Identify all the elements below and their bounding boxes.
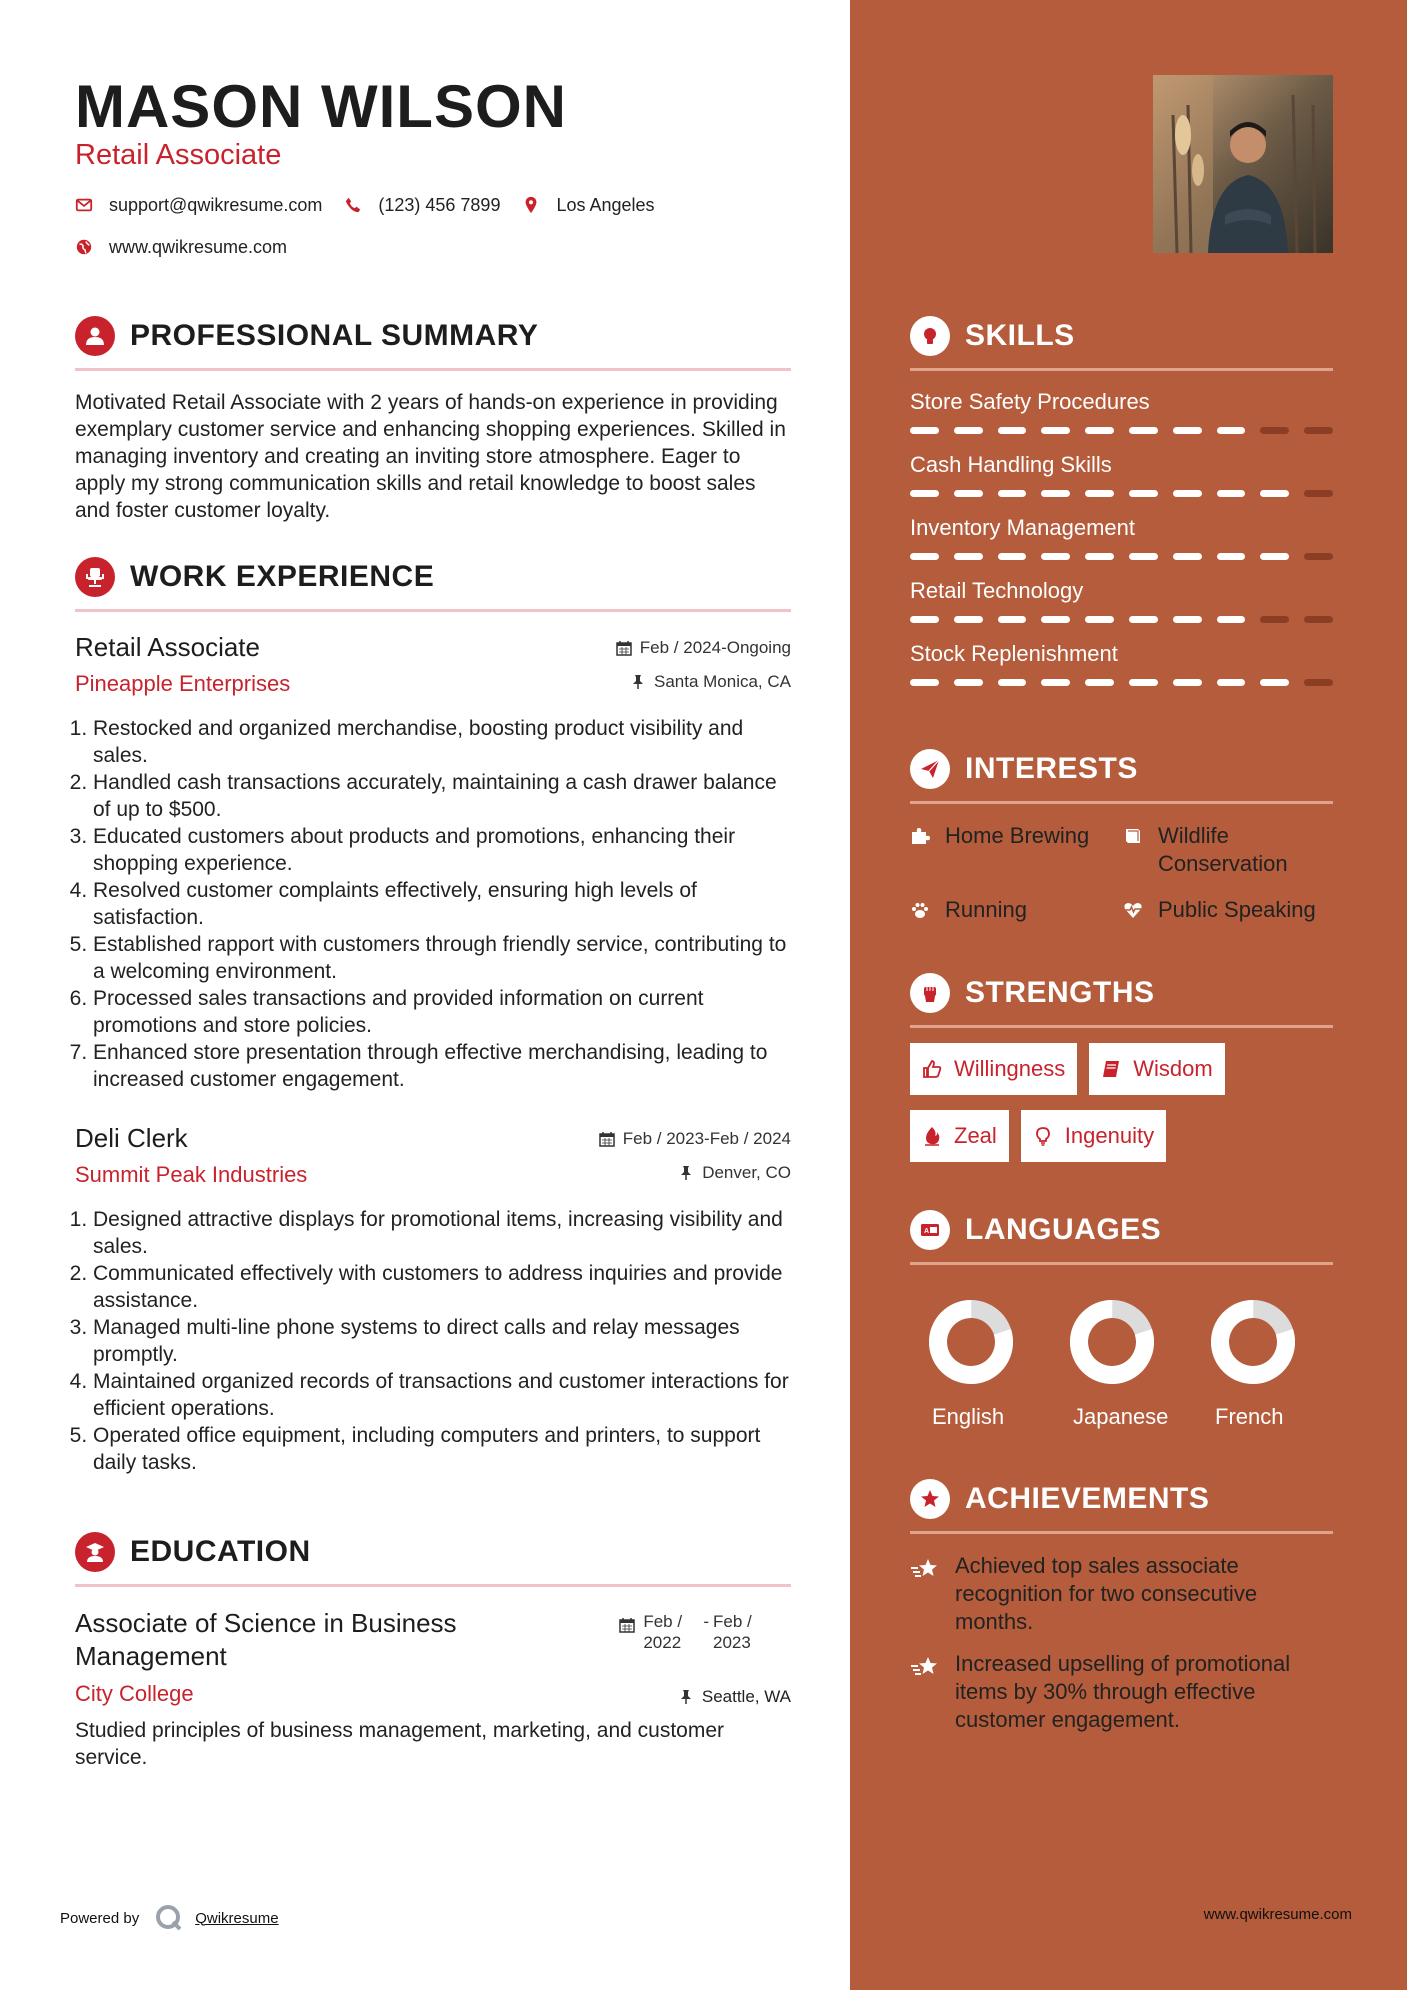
summary-text: Motivated Retail Associate with 2 years of hands-on experience in providing exemplary customer service and enhancing shopping experiences. Skilled in managing inventory and creating an inviting store atmosphere. Eager to apply my strong communication skills and retail knowledge to boost sales and foster customer loyalty.: [75, 391, 786, 522]
skill-level-bar: [910, 679, 1333, 686]
section-divider: [75, 368, 791, 371]
language-level-donut: [929, 1300, 1013, 1384]
paper-plane-icon: [910, 749, 950, 789]
section-divider: [910, 368, 1333, 371]
job-location: Denver, CO: [599, 1163, 791, 1183]
office-chair-icon: [75, 557, 115, 597]
website-item[interactable]: [75, 237, 287, 258]
skill-level-segment: [998, 490, 1027, 497]
website-text: www.qwikresume.com: [109, 236, 288, 257]
skill-name: Store Safety Procedures: [910, 389, 1150, 414]
candidate-name: MASON WILSON: [75, 73, 567, 140]
skill-level-segment: [954, 679, 983, 686]
email-text: support@qwikresume.com: [109, 194, 323, 215]
job-company: Summit Peak Industries: [75, 1162, 308, 1187]
calendar-icon: [616, 640, 632, 656]
strength-chip: Ingenuity: [1021, 1110, 1166, 1162]
phone-icon: [344, 196, 362, 214]
job-location: Santa Monica, CA: [616, 672, 791, 692]
skill-level-segment: [1304, 553, 1333, 560]
job-bullets: [75, 715, 791, 1093]
lightbulb-icon: [910, 316, 950, 356]
powered-by: Powered by Qwikresume: [60, 1904, 279, 1932]
list-item: 1. Designed attractive displays for promotional items, increasing visibility and sales.: [93, 1206, 791, 1260]
user-icon: [75, 316, 115, 356]
job-dates: Feb / 2023-Feb / 2024: [599, 1129, 791, 1149]
skill-level-segment: [910, 616, 939, 623]
graduate-icon: [75, 1532, 115, 1572]
skill-level-segment: [1260, 553, 1289, 560]
svg-text:A: A: [924, 1228, 930, 1235]
education-end-date: Feb / 2023: [713, 1612, 752, 1652]
language-item: [910, 1300, 1051, 1430]
interest-item: Wildlife Conservation: [1123, 822, 1333, 878]
skill-level-segment: [998, 679, 1027, 686]
skill-level-bar: [910, 490, 1333, 497]
interest-item: Home Brewing: [910, 822, 1123, 878]
skill-item: [910, 515, 1333, 560]
book-icon: [1101, 1059, 1121, 1079]
skill-level-segment: [1085, 553, 1114, 560]
education-section: [75, 1532, 791, 1771]
section-title: ACHIEVEMENTS: [965, 1482, 1210, 1515]
list-item: 5. Established rapport with customers through friendly service, contributing to a welcoming environment.: [93, 931, 791, 985]
skill-level-segment: [1304, 490, 1333, 497]
shooting-star-icon: [910, 1654, 940, 1680]
skill-level-segment: [1041, 679, 1070, 686]
skill-level-segment: [1129, 679, 1158, 686]
job-title: Retail Associate: [75, 632, 260, 662]
skill-level-segment: [1304, 679, 1333, 686]
skill-level-segment: [1129, 490, 1158, 497]
skill-item: [910, 641, 1333, 686]
map-marker-icon: [522, 196, 540, 214]
skill-level-segment: [998, 616, 1027, 623]
skill-level-segment: [1217, 490, 1246, 497]
phone-text: (123) 456 7899: [378, 194, 501, 215]
skill-item: [910, 452, 1333, 497]
skill-level-bar: [910, 616, 1333, 623]
language-item: [1051, 1300, 1192, 1430]
skill-level-segment: [910, 427, 939, 434]
skill-level-segment: [954, 553, 983, 560]
calendar-icon: [599, 1131, 615, 1147]
skill-level-segment: [998, 427, 1027, 434]
job-title: Deli Clerk: [75, 1123, 188, 1153]
section-title: LANGUAGES: [965, 1213, 1162, 1246]
achievements-section: [910, 1479, 1333, 1748]
thumbs-up-icon: [922, 1059, 942, 1079]
location-text: Los Angeles: [556, 194, 655, 215]
strengths-list: [910, 1043, 1333, 1177]
achievements-list: [910, 1552, 1333, 1734]
skill-level-segment: [1129, 553, 1158, 560]
section-divider: [75, 1584, 791, 1587]
education-start-date: Feb / 2022: [643, 1612, 683, 1652]
skill-name: Inventory Management: [910, 515, 1136, 540]
education-dates: Feb / 2022 - Feb / 2023: [619, 1611, 761, 1653]
skill-level-segment: [1217, 679, 1246, 686]
skill-name: Retail Technology: [910, 578, 1084, 603]
pushpin-icon: [678, 1689, 694, 1705]
skill-level-segment: [1173, 553, 1202, 560]
list-item: 7. Enhanced store presentation through effective merchandising, leading to increased customer engagement.: [93, 1039, 791, 1093]
skill-level-segment: [1085, 427, 1114, 434]
job-entry: [75, 1123, 791, 1476]
skill-level-segment: [1129, 427, 1158, 434]
skill-level-segment: [1217, 616, 1246, 623]
skill-level-bar: [910, 553, 1333, 560]
skill-level-segment: [1304, 427, 1333, 434]
list-item: 2. Communicated effectively with customers to address inquiries and provide assistance.: [93, 1260, 791, 1314]
interests-section: [910, 749, 1333, 924]
section-title: STRENGTHS: [965, 976, 1155, 1009]
job-company: Pineapple Enterprises: [75, 671, 291, 696]
section-divider: [75, 609, 791, 612]
strength-chip: Willingness: [910, 1043, 1077, 1095]
skill-level-segment: [1173, 427, 1202, 434]
skill-level-segment: [1260, 427, 1289, 434]
skill-item: [910, 389, 1333, 434]
job-entry: [75, 632, 791, 1093]
skill-level-segment: [1041, 427, 1070, 434]
education-entry: [75, 1607, 791, 1771]
contact-info: [75, 194, 677, 278]
list-item: 1. Restocked and organized merchandise, boosting product visibility and sales.: [93, 715, 791, 769]
skill-level-segment: [1304, 616, 1333, 623]
skill-level-segment: [1085, 616, 1114, 623]
star-badge-icon: [910, 1479, 950, 1519]
list-item: 3. Managed multi-line phone systems to direct calls and relay messages promptly.: [93, 1314, 791, 1368]
skill-level-segment: [1085, 490, 1114, 497]
language-name: French: [1215, 1404, 1284, 1429]
skill-level-segment: [998, 553, 1027, 560]
school-name: City College: [75, 1681, 194, 1706]
job-bullets: [75, 1206, 791, 1476]
achievement-item: Increased upselling of promotional items by 30% through effective customer engagement.: [910, 1650, 1333, 1734]
email-item[interactable]: [75, 195, 322, 216]
list-item: 5. Operated office equipment, including computers and printers, to support daily tasks.: [93, 1422, 791, 1476]
shooting-star-icon: [910, 1556, 940, 1582]
strength-chip: Zeal: [910, 1110, 1009, 1162]
list-item: 4. Maintained organized records of transactions and customer interactions for efficient operations.: [93, 1368, 791, 1422]
lightbulb-icon: [1033, 1126, 1053, 1146]
education-description: Studied principles of business management, marketing, and customer service.: [75, 1719, 725, 1769]
professional-summary-section: [75, 316, 791, 524]
skill-level-segment: [910, 490, 939, 497]
interest-item: Running: [910, 896, 1123, 924]
strength-chip: Wisdom: [1089, 1043, 1224, 1095]
candidate-role: Retail Associate: [75, 139, 282, 171]
skill-level-segment: [1173, 679, 1202, 686]
skill-level-segment: [1260, 679, 1289, 686]
fire-icon: [922, 1126, 942, 1146]
location-item: [522, 195, 654, 216]
interests-list: [910, 822, 1333, 924]
section-title: EDUCATION: [130, 1535, 311, 1568]
globe-icon: [75, 238, 93, 256]
list-item: 6. Processed sales transactions and provided information on current promotions and store policies.: [93, 985, 791, 1039]
language-name: English: [932, 1404, 1005, 1429]
skill-level-segment: [1173, 490, 1202, 497]
heartbeat-icon: [1123, 900, 1143, 920]
job-dates: Feb / 2024-Ongoing: [616, 638, 791, 658]
education-location: Seattle, WA: [678, 1687, 791, 1707]
brand-link[interactable]: Qwikresume: [195, 1909, 279, 1927]
skills-list: [910, 389, 1333, 686]
language-item: [1192, 1300, 1333, 1430]
interest-item: Public Speaking: [1123, 896, 1333, 924]
pushpin-icon: [678, 1165, 694, 1181]
envelope-icon: [75, 196, 93, 214]
list-item: 3. Educated customers about products and promotions, enhancing their shopping experience.: [93, 823, 791, 877]
skill-name: Stock Replenishment: [910, 641, 1118, 666]
skill-level-segment: [954, 616, 983, 623]
fist-icon: [910, 973, 950, 1013]
skill-level-bar: [910, 427, 1333, 434]
skill-level-segment: [1217, 427, 1246, 434]
skill-level-segment: [910, 553, 939, 560]
list-item: 2. Handled cash transactions accurately, maintaining a cash drawer balance of up to $500.: [93, 769, 791, 823]
section-divider: [910, 1531, 1333, 1534]
puzzle-icon: [910, 826, 930, 846]
section-title: SKILLS: [965, 319, 1075, 352]
strengths-section: [910, 973, 1333, 1177]
book-icon: [1123, 826, 1143, 846]
section-title: PROFESSIONAL SUMMARY: [130, 319, 539, 352]
skill-level-segment: [1041, 490, 1070, 497]
skill-level-segment: [1129, 616, 1158, 623]
skill-level-segment: [954, 490, 983, 497]
achievement-item: Achieved top sales associate recognition for two consecutive months.: [910, 1552, 1333, 1636]
skill-level-segment: [1217, 553, 1246, 560]
section-divider: [910, 1262, 1333, 1265]
footer-url[interactable]: www.qwikresume.com: [1203, 1906, 1352, 1923]
phone-item[interactable]: [344, 195, 500, 216]
section-divider: [910, 1025, 1333, 1028]
skill-level-segment: [910, 679, 939, 686]
skill-level-segment: [1260, 490, 1289, 497]
language-icon: [910, 1210, 950, 1250]
section-title: INTERESTS: [965, 752, 1138, 785]
skill-name: Cash Handling Skills: [910, 452, 1112, 477]
skill-level-segment: [954, 427, 983, 434]
qwikresume-logo-icon: [155, 1904, 183, 1932]
skill-level-segment: [1085, 679, 1114, 686]
language-level-donut: [1211, 1300, 1295, 1384]
degree-title: Associate of Science in Business Management: [75, 1608, 457, 1671]
skill-level-segment: [1260, 616, 1289, 623]
paw-icon: [910, 900, 930, 920]
language-name: Japanese: [1073, 1404, 1169, 1429]
pushpin-icon: [630, 674, 646, 690]
languages-list: [910, 1300, 1333, 1430]
section-divider: [910, 801, 1333, 804]
list-item: 4. Resolved customer complaints effectively, ensuring high levels of satisfaction.: [93, 877, 791, 931]
section-title: WORK EXPERIENCE: [130, 560, 435, 593]
calendar-icon: [619, 1617, 635, 1633]
skill-level-segment: [1041, 553, 1070, 560]
skill-level-segment: [1173, 616, 1202, 623]
work-experience-section: [75, 557, 791, 1476]
skills-section: [910, 316, 1333, 686]
languages-section: [910, 1210, 1333, 1430]
profile-photo: [1153, 75, 1333, 253]
skill-level-segment: [1041, 616, 1070, 623]
language-level-donut: [1070, 1300, 1154, 1384]
skill-item: [910, 578, 1333, 623]
